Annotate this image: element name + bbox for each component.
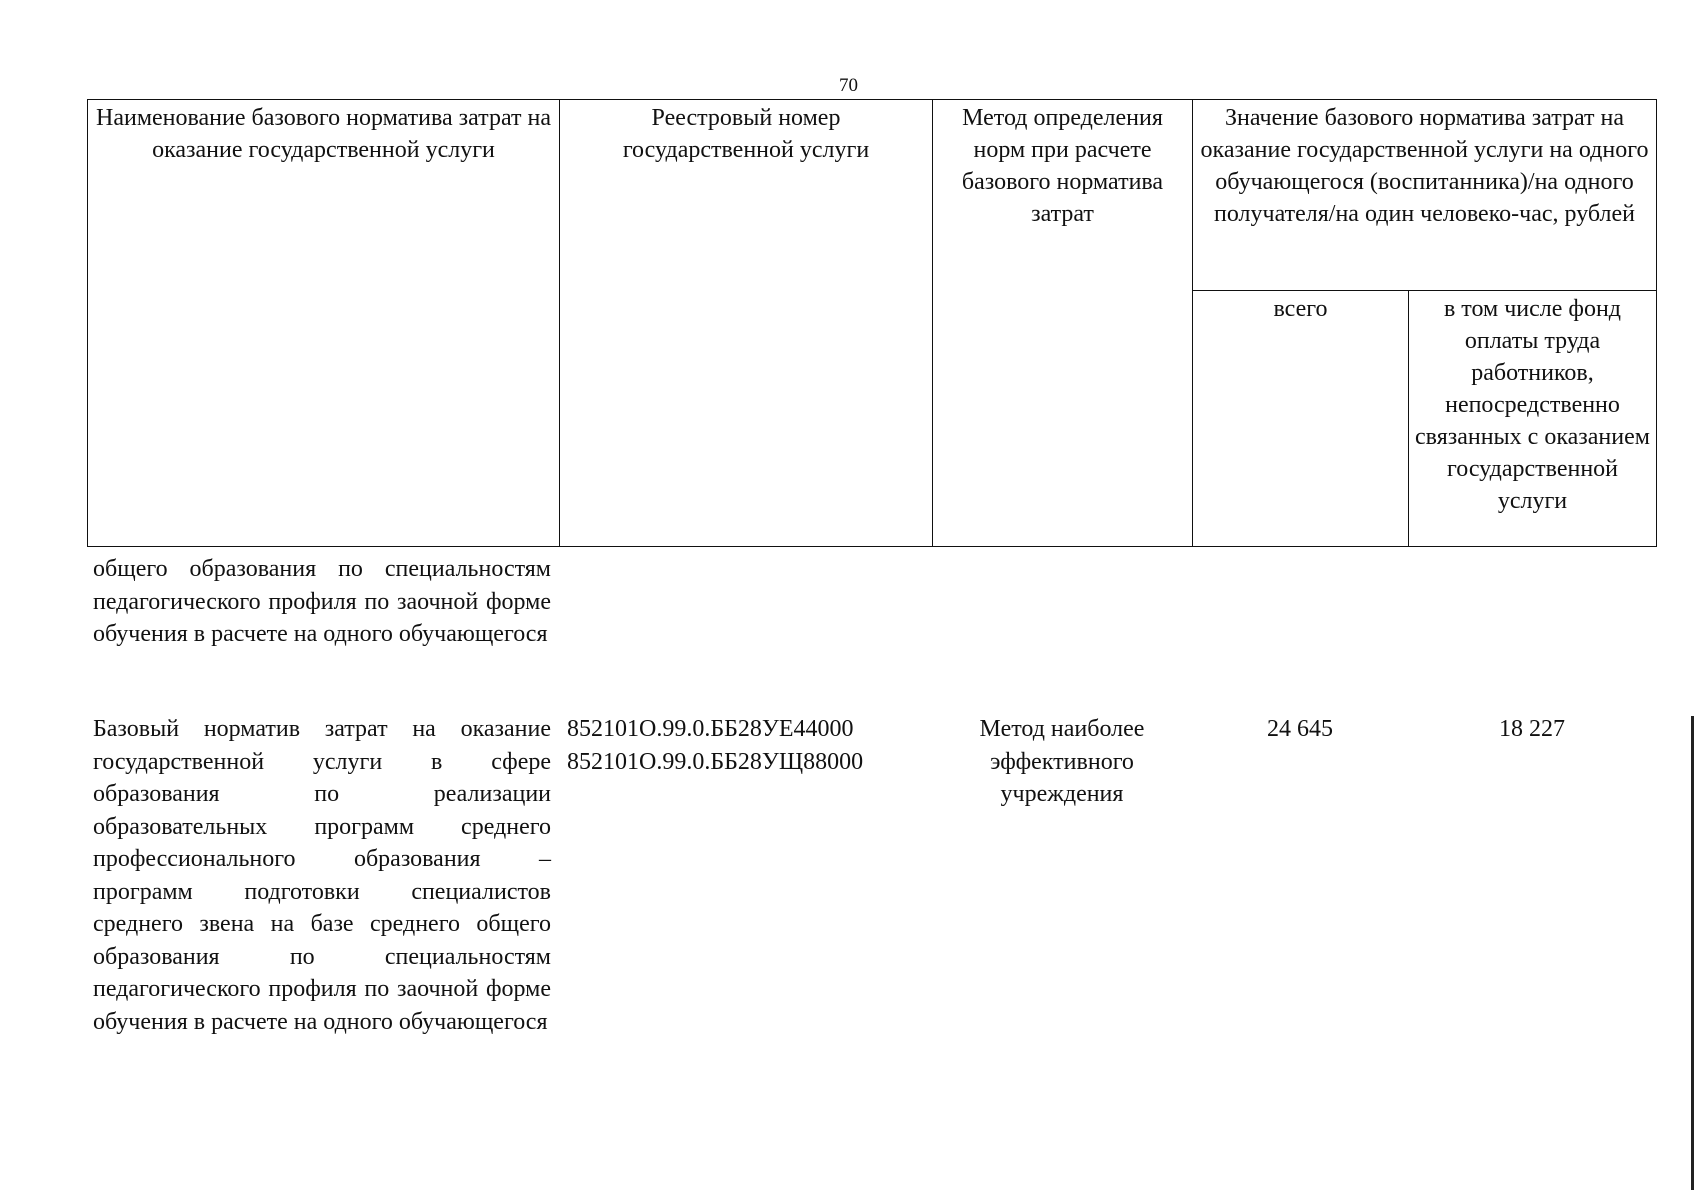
registry-number: 852101О.99.0.ББ28УЕ44000	[567, 716, 854, 742]
row-service-name: Базовый норматив затрат на оказание государственной услуги в сфере образования по реализации образовательных программ среднего профессионального образования – программ подготовки специалистов среднего звена на базе среднего общего образования по специальностям педагогического профиля по заочной форме обучения в расчете на одного обучающегося	[93, 716, 551, 1035]
header-wage-fund: в том числе фонд оплаты труда работников, непосредственно связанных с оказанием государственной услуги	[1409, 291, 1657, 547]
header-norm-value: Значение базового норматива затрат на оказание государственной услуги на одного обучающегося (воспитанника)/на одного получателя/на один человеко-час, рублей	[1193, 100, 1657, 291]
table-header	[87, 99, 1657, 547]
header-service-name: Наименование базового норматива затрат на оказание государственной услуги	[88, 100, 560, 547]
row-wage-fund-value: 18 227	[1499, 716, 1565, 742]
row-registry-numbers	[567, 713, 937, 778]
page-number: 70	[839, 75, 858, 96]
continued-row-fragment: общего образования по специальностям педагогического профиля по заочной форме обучения в расчете на одного обучающегося	[93, 556, 551, 647]
header-method: Метод определения норм при расчете базового норматива затрат	[933, 100, 1193, 547]
row-method: Метод наиболее эффективного учреждения	[979, 716, 1145, 807]
header-registry-number: Реестровый номер государственной услуги	[560, 100, 933, 547]
scan-edge-line	[1691, 716, 1694, 1190]
header-total: всего	[1193, 291, 1409, 547]
registry-number: 852101О.99.0.ББ28УЩ88000	[567, 748, 864, 775]
row-total-value: 24 645	[1267, 716, 1333, 742]
